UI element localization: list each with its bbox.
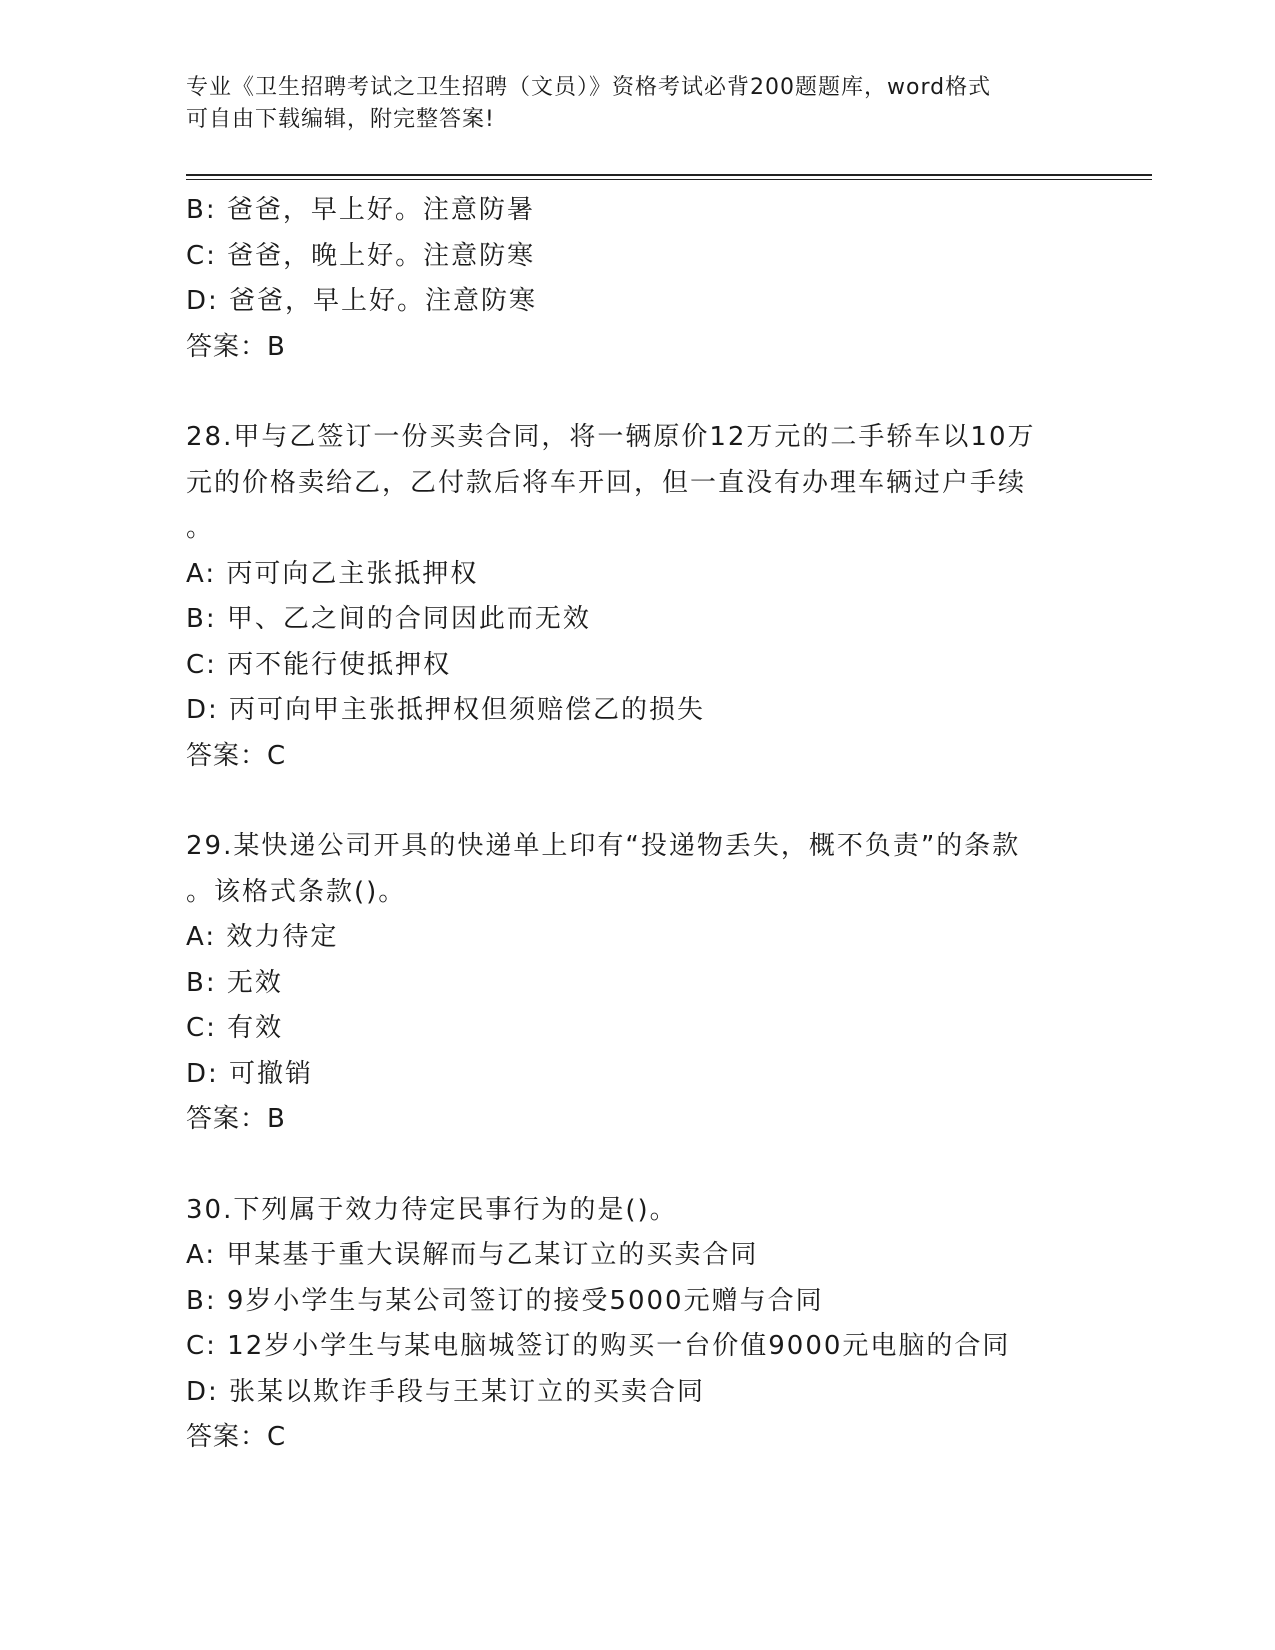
previous-question-tail xyxy=(186,188,1086,370)
header-rule-thick xyxy=(186,174,1152,176)
option-b: B: 爸爸，早上好。注意防暑 xyxy=(186,195,535,225)
question-28 xyxy=(186,415,1086,779)
answer-line: 答案：C xyxy=(186,740,287,771)
question-text-line: 。 xyxy=(186,513,215,543)
option-a: A: 甲某基于重大误解而与乙某订立的买卖合同 xyxy=(186,1240,759,1270)
question-29 xyxy=(186,824,1086,1143)
question-text-line: 。该格式条款()。 xyxy=(186,876,407,907)
question-text-line: 元的价格卖给乙，乙付款后将车开回，但一直没有办理车辆过户手续 xyxy=(186,467,1027,498)
question-text-line: 29.某快递公司开具的快递单上印有“投递物丢失，概不负责”的条款 xyxy=(186,831,1021,861)
option-a: A: 丙可向乙主张抵押权 xyxy=(186,558,479,589)
question-list xyxy=(186,188,1086,1461)
option-d: D: 张某以欺诈手段与王某订立的买卖合同 xyxy=(186,1376,706,1407)
option-c: C: 爸爸，晚上好。注意防寒 xyxy=(186,240,536,271)
header-line-2: 可自由下载编辑，附完整答案! xyxy=(186,107,495,132)
question-30 xyxy=(186,1188,1086,1461)
answer-line: 答案：B xyxy=(186,331,286,362)
option-a: A: 效力待定 xyxy=(186,922,339,952)
option-b: B: 甲、乙之间的合同因此而无效 xyxy=(186,604,591,634)
question-text-line: 28.甲与乙签订一份买卖合同，将一辆原价12万元的二手轿车以10万 xyxy=(186,422,1036,452)
option-c: C: 丙不能行使抵押权 xyxy=(186,649,452,680)
option-c: C: 有效 xyxy=(186,1013,284,1043)
option-d: D: 可撤销 xyxy=(186,1058,314,1089)
option-d: D: 丙可向甲主张抵押权但须赔偿乙的损失 xyxy=(186,695,706,725)
answer-line: 答案：B xyxy=(186,1104,286,1134)
document-header xyxy=(186,72,1066,136)
option-d: D: 爸爸，早上好。注意防寒 xyxy=(186,286,538,316)
option-b: B: 9岁小学生与某公司签订的接受5000元赠与合同 xyxy=(186,1285,824,1316)
header-line-1: 专业《卫生招聘考试之卫生招聘（文员）》资格考试必背200题题库，word格式 xyxy=(186,75,992,100)
option-c: C: 12岁小学生与某电脑城签订的购买一台价值9000元电脑的合同 xyxy=(186,1331,1011,1361)
option-b: B: 无效 xyxy=(186,967,283,998)
question-text-line: 30.下列属于效力待定民事行为的是()。 xyxy=(186,1194,678,1225)
header-rule-thin xyxy=(186,179,1152,180)
answer-line: 答案：C xyxy=(186,1422,287,1452)
